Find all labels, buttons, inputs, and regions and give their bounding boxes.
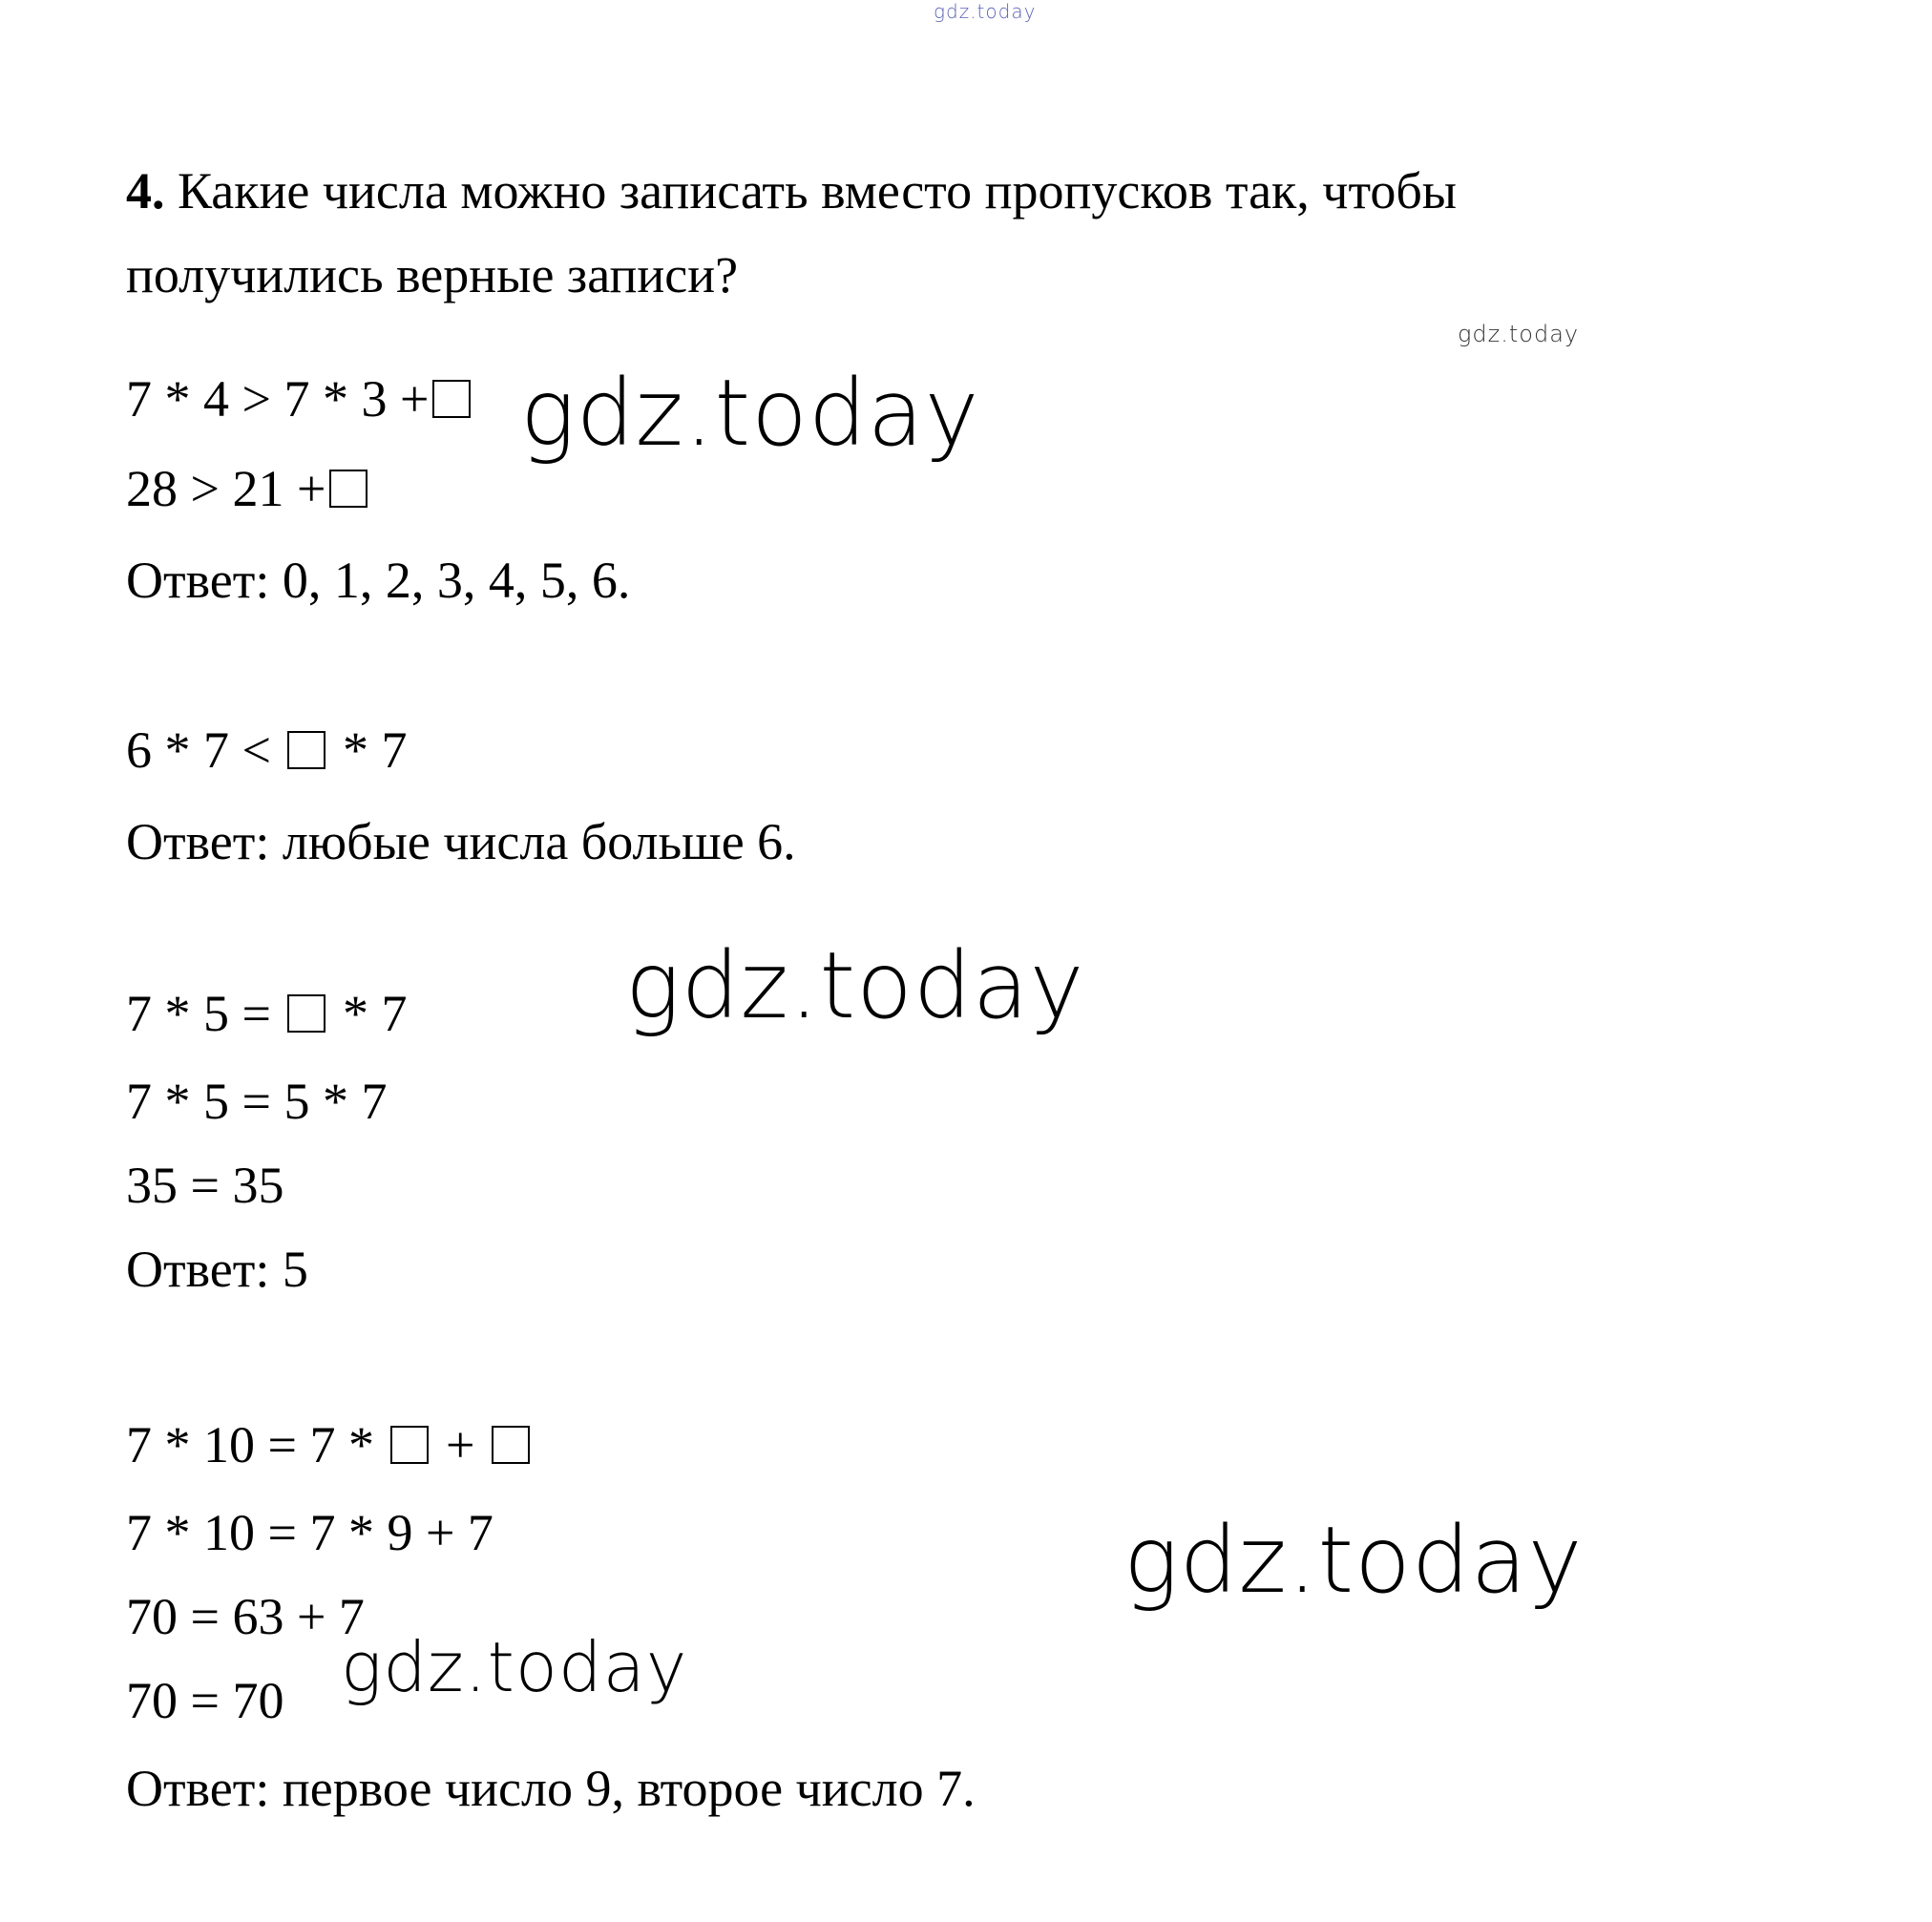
part2-answer: Ответ: любые числа больше 6.: [126, 813, 796, 870]
blank-box: [287, 731, 326, 769]
part3-expression-2: 7 * 5 = 5 * 7: [126, 1073, 388, 1130]
part1-expression-1-text: 7 * 4 > 7 * 3 +: [126, 370, 430, 428]
watermark-small: gdz.today: [1458, 321, 1580, 347]
task-question-text-1: Какие числа можно записать вместо пропусков так, чтобы: [178, 162, 1458, 219]
part2-expression-1-text-b: * 7: [342, 721, 408, 779]
part3-expression-1-text-a: 7 * 5 =: [126, 985, 271, 1042]
part2-expression-1-text-a: 6 * 7 <: [126, 721, 271, 779]
watermark-top: gdz.today: [934, 0, 1037, 23]
part1-expression-2-text: 28 > 21 +: [126, 460, 326, 517]
watermark-medium: gdz.today: [341, 1627, 688, 1707]
part4-expression-2: 7 * 10 = 7 * 9 + 7: [126, 1504, 494, 1561]
part3-expression-3: 35 = 35: [126, 1157, 284, 1214]
part1-expression-2: [126, 458, 371, 519]
part4-expression-1-text-a: 7 * 10 = 7 *: [126, 1416, 374, 1473]
part4-expression-3: 70 = 63 + 7: [126, 1588, 365, 1645]
part3-expression-1-text-b: * 7: [342, 985, 408, 1042]
watermark-large-2: gdz.today: [625, 932, 1085, 1039]
part4-expression-1-text-b: +: [445, 1416, 475, 1473]
part3-answer: Ответ: 5: [126, 1241, 308, 1298]
task-number: 4.: [126, 162, 165, 219]
blank-box: [432, 380, 471, 418]
part4-answer: Ответ: первое число 9, второе число 7.: [126, 1760, 976, 1817]
watermark-large-1: gdz.today: [520, 360, 980, 467]
part3-expression-1: [126, 983, 407, 1044]
part4-expression-1: [126, 1414, 534, 1475]
part2-expression-1: [126, 720, 407, 781]
part1-answer: Ответ: 0, 1, 2, 3, 4, 5, 6.: [126, 552, 631, 609]
blank-box: [329, 470, 368, 508]
blank-box: [492, 1426, 530, 1464]
task-question-line-2: получились верные записи?: [126, 246, 739, 303]
watermark-large-3: gdz.today: [1124, 1507, 1584, 1614]
part1-expression-1: [126, 368, 474, 429]
blank-box: [390, 1426, 429, 1464]
part4-expression-4: 70 = 70: [126, 1672, 284, 1729]
task-question-line-1: [126, 160, 1457, 221]
blank-box: [287, 994, 326, 1033]
